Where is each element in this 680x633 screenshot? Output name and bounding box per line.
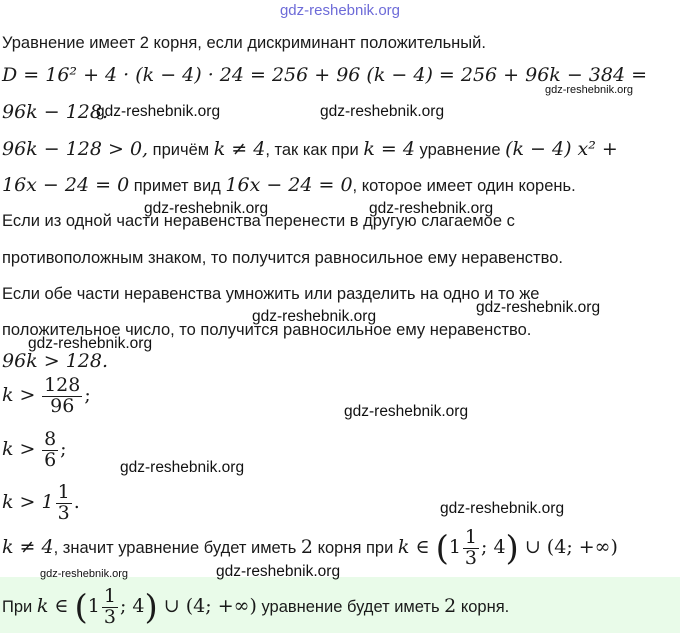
answer-root-count: 2 xyxy=(444,594,457,617)
equation-math-2: 16x − 24 = 0 xyxy=(225,174,353,196)
interval-mid: ; 4 xyxy=(481,535,506,558)
k-greater-label: k > xyxy=(2,437,36,460)
k-greater-label: k > xyxy=(2,383,36,406)
watermark-header[interactable]: gdz-reshebnik.org xyxy=(279,2,401,19)
answer-close-paren: ) xyxy=(144,587,158,628)
interval-open-paren: ( xyxy=(435,528,449,569)
fraction-numerator: 1 xyxy=(464,526,478,548)
watermark: gdz-reshebnik.org xyxy=(216,563,341,580)
equation-text-2: , которое имеет один корень. xyxy=(352,177,576,195)
fraction-numerator: 1 xyxy=(57,481,70,503)
answer-union: ∪ (4; +∞) xyxy=(157,594,257,617)
fraction-step-3 xyxy=(2,483,80,524)
fraction-denominator: 96 xyxy=(50,394,75,417)
fraction-denominator: 6 xyxy=(44,448,57,471)
rule-2-line-1: Если обе части неравенства умножить или разделить на одно и то же xyxy=(2,285,540,303)
answer-lead: 1 xyxy=(87,594,100,617)
watermark: gdz-reshebnik.org xyxy=(40,568,129,580)
fraction-step-2 xyxy=(2,430,67,471)
answer-open-paren: ( xyxy=(74,587,88,628)
fraction-denominator: 3 xyxy=(464,546,478,569)
inequality-line xyxy=(2,138,618,160)
fraction-step-1 xyxy=(2,376,91,417)
answer-box xyxy=(0,577,680,633)
equation-line xyxy=(2,174,576,196)
inequality-math: 96k − 128 > 0, xyxy=(2,138,149,160)
fraction-tail: ; xyxy=(60,437,67,460)
answer-fraction xyxy=(102,587,118,628)
fraction-tail: ; xyxy=(84,383,91,406)
interval-close-paren: ) xyxy=(505,528,519,569)
equation-text: примет вид xyxy=(129,177,226,195)
interval-lead: 1 xyxy=(448,535,461,558)
answer-mid: ; 4 xyxy=(119,594,145,617)
watermark: gdz-reshebnik.org xyxy=(476,299,601,316)
rule-2-line-2: положительное число, то получится равносильное ему неравенство. xyxy=(2,321,532,339)
fraction-denominator: 3 xyxy=(57,501,70,524)
fraction-numerator: 128 xyxy=(44,374,81,396)
watermark: gdz-reshebnik.org xyxy=(320,103,445,120)
fraction-1-3 xyxy=(56,483,72,524)
fraction-tail: . xyxy=(73,490,80,513)
equation-math: 16x − 24 = 0 xyxy=(2,174,130,196)
k-equals-four: k = 4 xyxy=(363,138,415,160)
inequality-text: причём xyxy=(148,141,214,159)
rule-1-line-2: противоположным знаком, то получится равносильное ему неравенство. xyxy=(2,249,563,267)
k-not-four: k ≠ 4 xyxy=(2,535,54,558)
discriminant-equation: D = 16² + 4 · (k − 4) · 24 = 256 + 96 (k − 4) = 256 + 96k − 384 = xyxy=(2,64,648,86)
watermark: gdz-reshebnik.org xyxy=(545,84,634,96)
fraction-128-96 xyxy=(42,376,82,417)
watermark: gdz-reshebnik.org xyxy=(144,200,269,217)
k-greater-one: k > 1 xyxy=(2,490,54,513)
fraction-numerator: 8 xyxy=(44,428,57,450)
equation-fragment: (k − 4) x² + xyxy=(505,138,618,160)
inequality-96k: 96k > 128. xyxy=(2,350,108,372)
conclusion-text-2: корня при xyxy=(313,538,398,557)
fraction-denominator: 3 xyxy=(103,605,116,628)
fraction-8-6 xyxy=(42,430,58,471)
conclusion-text: , значит уравнение будет иметь xyxy=(53,538,301,557)
watermark: gdz-reshebnik.org xyxy=(252,308,377,325)
k-in: k ∈ xyxy=(397,535,436,558)
intro-text: Уравнение имеет 2 корня, если дискриминант положительный. xyxy=(2,34,486,52)
watermark: gdz-reshebnik.org xyxy=(344,403,469,420)
watermark: gdz-reshebnik.org xyxy=(28,335,153,352)
inequality-text-2: , так как при xyxy=(265,141,364,159)
answer-pri: При xyxy=(2,597,37,616)
answer-text: уравнение будет иметь xyxy=(256,597,445,616)
inequality-text-3: уравнение xyxy=(414,141,506,159)
discriminant-result: 96k − 128. xyxy=(2,101,108,123)
answer-k-in: k ∈ xyxy=(36,594,75,617)
root-count: 2 xyxy=(300,535,313,558)
watermark: gdz-reshebnik.org xyxy=(120,459,245,476)
watermark: gdz-reshebnik.org xyxy=(96,103,221,120)
answer-line xyxy=(2,587,509,628)
answer-text-2: корня. xyxy=(456,597,510,616)
interval-union: ∪ (4; +∞) xyxy=(518,535,618,558)
fraction-numerator: 1 xyxy=(103,585,116,607)
interval-fraction xyxy=(463,528,479,569)
k-not-four: k ≠ 4 xyxy=(213,138,266,160)
watermark: gdz-reshebnik.org xyxy=(440,500,565,517)
watermark: gdz-reshebnik.org xyxy=(369,200,494,217)
rule-1-line-1: Если из одной части неравенства перенести в другую слагаемое с xyxy=(2,212,515,230)
